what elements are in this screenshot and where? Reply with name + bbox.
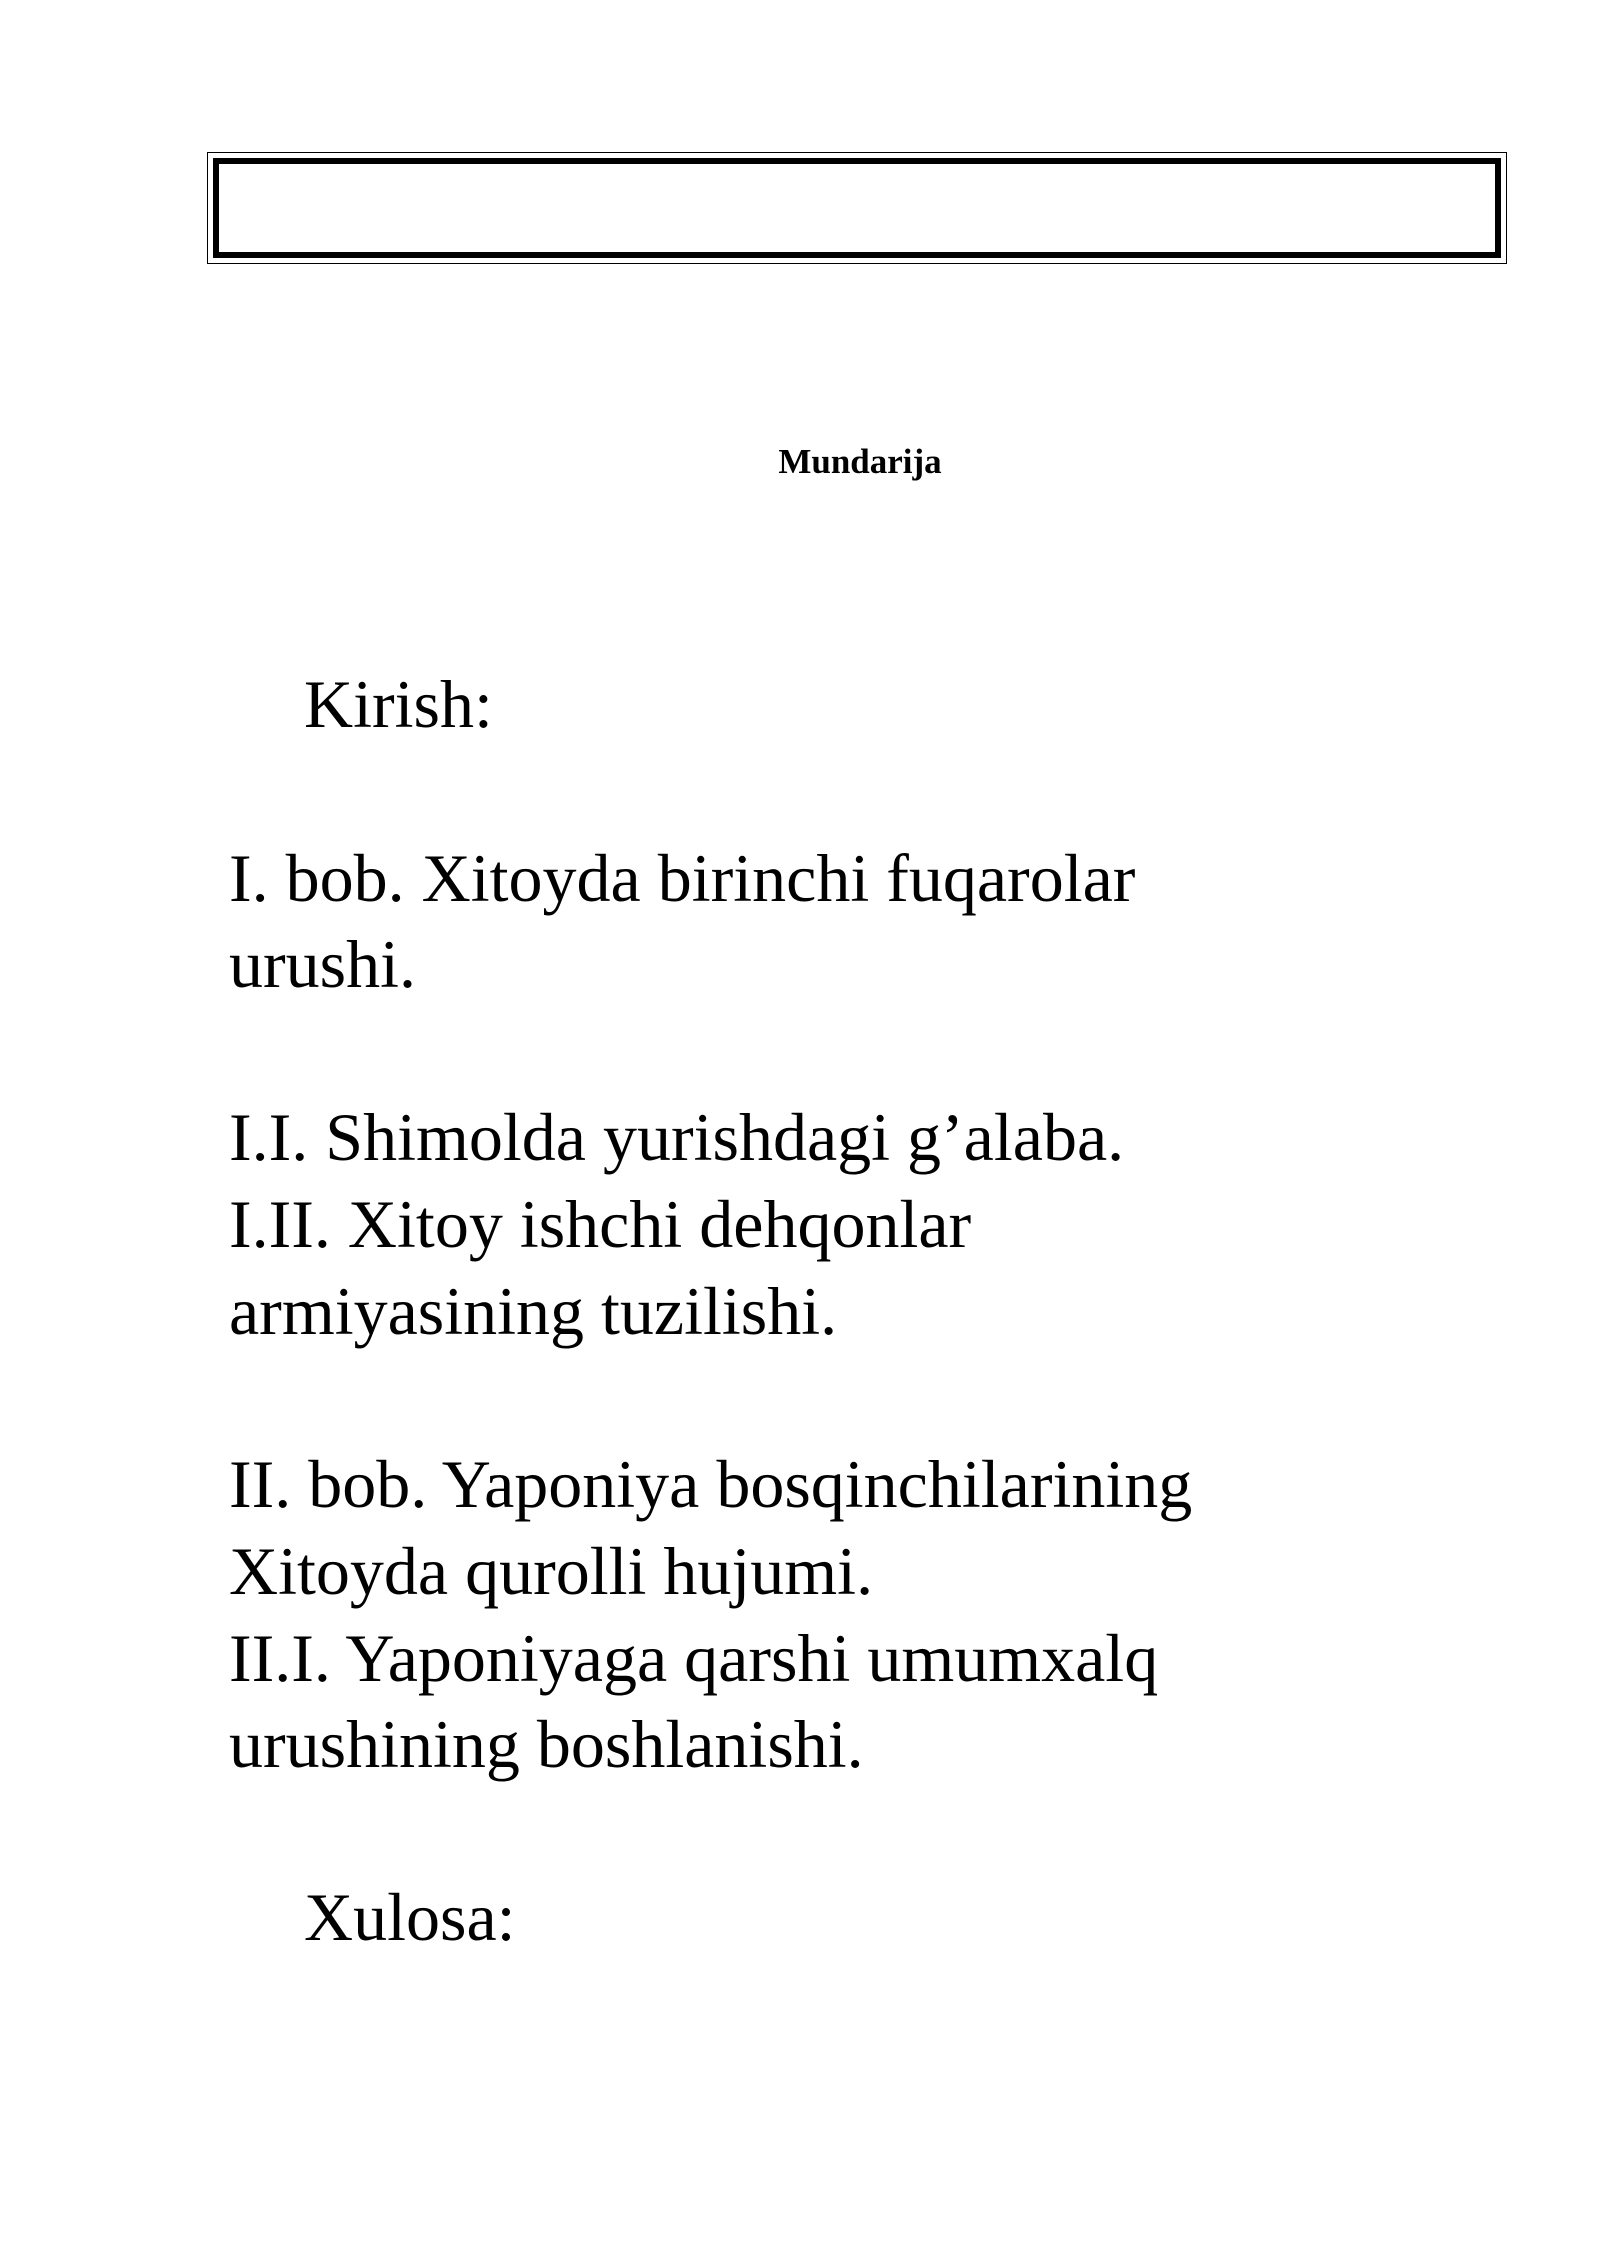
toc-title: Mundarija bbox=[778, 442, 942, 481]
header-frame bbox=[207, 152, 1507, 264]
toc-entry-chapter-1-line-1: I. bob. Xitoyda birinchi fuqarolar bbox=[229, 840, 1136, 916]
toc-entry-chapter-2-line-1: II. bob. Yaponiya bosqinchilarining bbox=[229, 1446, 1193, 1522]
toc-entry-section-1-1: I.I. Shimolda yurishdagi g’alaba. bbox=[229, 1099, 1125, 1175]
toc-entry-section-1-2-line-2: armiyasining tuzilishi. bbox=[229, 1273, 838, 1349]
toc-entry-section-2-1-line-1: II.I. Yaponiyaga qarshi umumxalq bbox=[229, 1620, 1159, 1696]
toc-entry-chapter-2-line-2: Xitoyda qurolli hujumi. bbox=[229, 1533, 874, 1609]
toc-entry-section-2-1-line-2: urushining boshlanishi. bbox=[229, 1706, 864, 1782]
toc-entry-chapter-1-line-2: urushi. bbox=[229, 926, 416, 1002]
toc-entry-conclusion: Xulosa: bbox=[304, 1879, 516, 1955]
toc-entry-intro: Kirish: bbox=[304, 666, 493, 742]
header-frame-inner-border bbox=[213, 158, 1501, 258]
toc-entry-section-1-2-line-1: I.II. Xitoy ishchi dehqonlar bbox=[229, 1186, 972, 1262]
